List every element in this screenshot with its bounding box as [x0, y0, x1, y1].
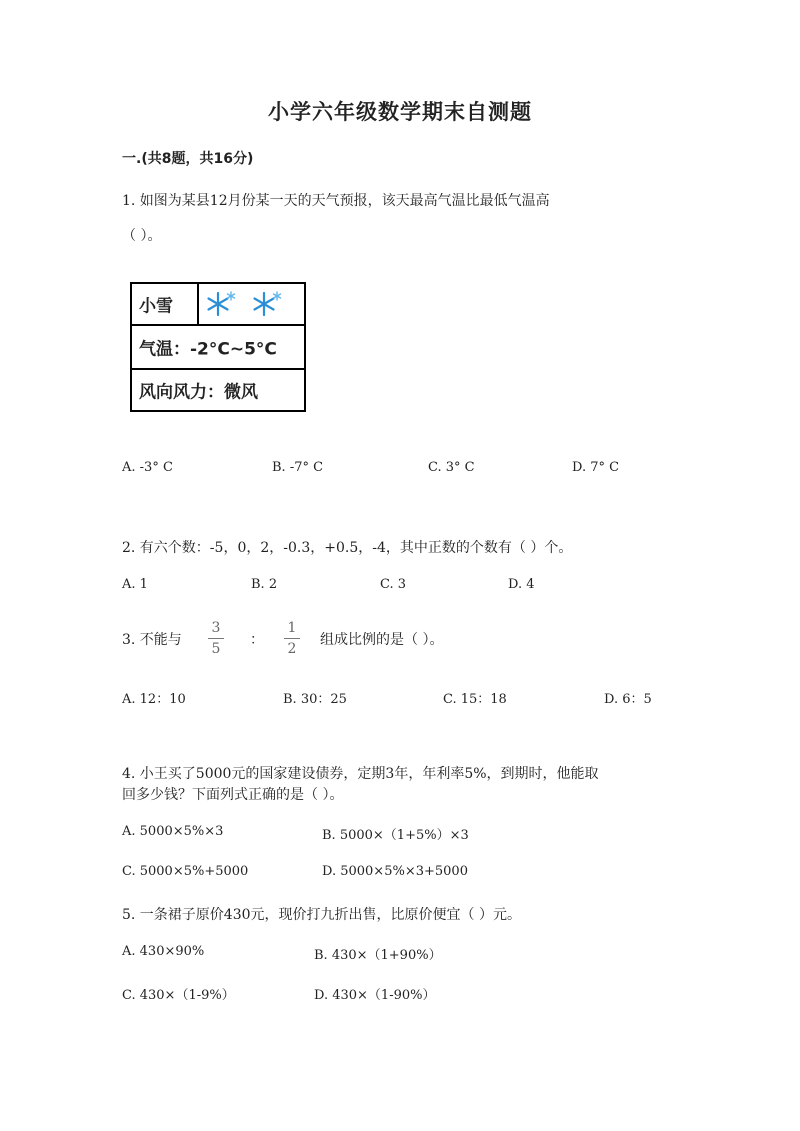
q4-option-d: D. 5000×5%×3+5000	[322, 864, 468, 879]
q5-option-c: C. 430×（1-9%）	[122, 988, 235, 1003]
q4-option-b: B. 5000×（1+5%）×3	[322, 828, 469, 843]
q1-option-d: D. 7° C	[572, 460, 620, 475]
question-2-text: 2. 有六个数：-5，0，2，-0.3，+0.5，-4，其中正数的个数有（ ）个。	[122, 540, 573, 556]
weather-condition-label: 小雪	[139, 296, 173, 317]
table-divider	[197, 284, 199, 324]
question-4-text: 4. 小王买了5000元的国家建设债券，定期3年，年利率5%，到期时，他能取	[122, 766, 599, 782]
q1-option-a: A. -3° C	[122, 460, 173, 475]
q5-option-a: A. 430×90%	[122, 944, 205, 959]
question-1-text: 1. 如图为某县12月份某一天的天气预报，该天最高气温比最低气温高	[122, 193, 550, 209]
q3-option-a: A. 12：10	[122, 692, 186, 707]
snowflake-icon	[204, 288, 238, 320]
weather-row-wind	[132, 370, 304, 410]
q2-option-b: B. 2	[251, 577, 278, 592]
fraction-bar	[208, 638, 224, 639]
q2-option-c: C. 3	[380, 577, 407, 592]
question-5-text: 5. 一条裙子原价430元，现价打九折出售，比原价便宜（ ）元。	[122, 907, 521, 923]
weather-row-condition	[132, 284, 304, 326]
fraction-3-5	[205, 620, 227, 657]
weather-forecast-table	[130, 282, 306, 412]
weather-temperature-label: 气温：-2°C~5°C	[139, 339, 277, 360]
q1-option-b: B. -7° C	[272, 460, 324, 475]
q5-option-b: B. 430×（1+90%）	[314, 948, 442, 963]
q2-option-d: D. 4	[508, 577, 535, 592]
fraction-1-2	[281, 620, 303, 657]
q5-option-d: D. 430×（1-90%）	[314, 988, 436, 1003]
question-1-blank: （ ）。	[122, 228, 162, 244]
question-3-suffix: 组成比例的是（ ）。	[320, 632, 444, 648]
fraction-denominator: 2	[287, 641, 297, 657]
fraction-denominator: 5	[211, 641, 221, 657]
section-heading: 一.(共8题，共16分)	[122, 151, 254, 167]
q3-option-b: B. 30：25	[283, 692, 347, 707]
q3-option-c: C. 15：18	[443, 692, 507, 707]
weather-row-temperature	[132, 326, 304, 370]
q1-option-c: C. 3° C	[428, 460, 475, 475]
q3-option-d: D. 6：5	[604, 692, 652, 707]
snowflake-icon	[250, 288, 284, 320]
q4-option-c: C. 5000×5%+5000	[122, 864, 249, 879]
page-title: 小学六年级数学期末自测题	[268, 100, 532, 124]
ratio-colon: ：	[250, 632, 264, 648]
fraction-numerator: 1	[287, 620, 297, 636]
question-4-text-cont: 回多少钱？下面列式正确的是（ ）。	[122, 787, 344, 803]
weather-wind-label: 风向风力：微风	[139, 382, 258, 403]
question-3-prefix: 3. 不能与	[122, 632, 182, 648]
q4-option-a: A. 5000×5%×3	[122, 824, 224, 839]
fraction-numerator: 3	[211, 620, 221, 636]
fraction-bar	[284, 638, 300, 639]
q2-option-a: A. 1	[122, 577, 148, 592]
